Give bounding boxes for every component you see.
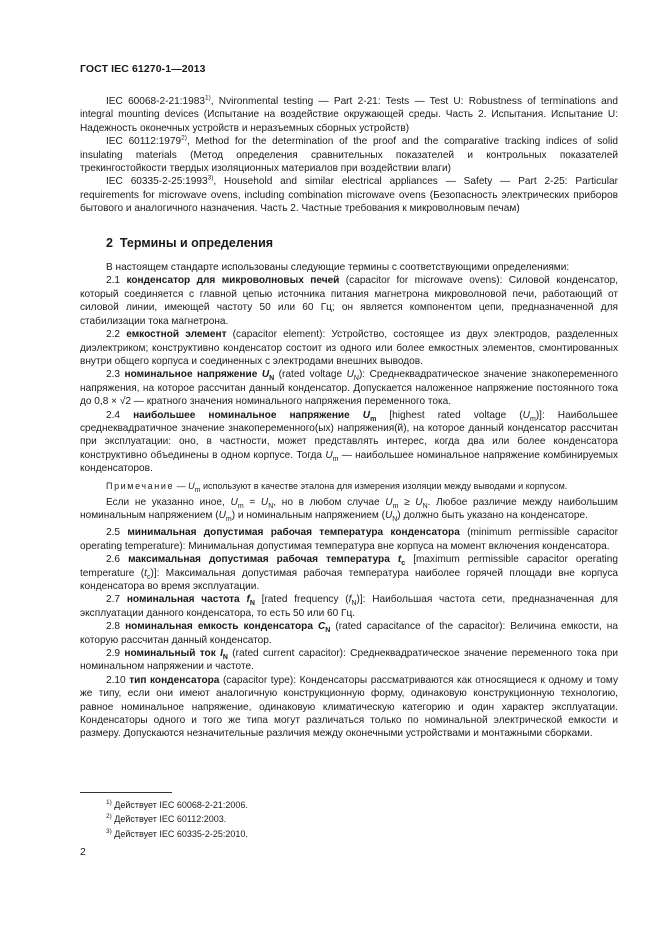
footnote-1: $^{1)}$ Действует IEC 60068-2-21:2006. xyxy=(106,799,248,810)
paragraph-after-note: Если не указанно иное, $U_m = U_N$, но в любом случае $U_m \ge U_N$. Любое различие между наибольшим номинальным напряжением $(U_m)$ и номинальным напряжением $(U_N)$ должно быть указано на конденсаторе. xyxy=(80,496,618,523)
note: Примечание — $U_m$ используют в качестве эталона для измерения изоляции между выводами и корпусом. xyxy=(106,480,568,494)
term-2-4: 2.4 наибольшее номинальное напряжение $U_m$ [highest rated voltage $(U_m)$]: Наибольшее среднеквадратичное значение знакопеременного(ых) напряжения(й), на которое данный конденсатор рассчитан при эксплуатации: оно, в частности, может представлять интерес, когда два или более конденсатора конструктивно объединены в одном корпусе. Тогда $U_m$ — наибольшее номинальное напряжение комбинируемых конденсаторов. xyxy=(80,409,618,475)
square-root-symbol: √2 xyxy=(119,396,131,408)
term-2-5: 2.5 минимальная допустимая рабочая температура конденсатора (minimum permissible capacitor operating temperature): Минимальная допустимая температура вне корпуса на момент включения конденсатора. xyxy=(80,527,618,552)
term-2-2: 2.2 емкостной элемент (capacitor element): Устройство, состоящее из двух электродов, разделенных диэлектриком; конструктивно конденсатор состоит из одного или более емкостных элементов, смонтированных внутри общего корпуса и соединенных с электродами внешних выводов. xyxy=(80,329,618,367)
footnote-3: $^{3)}$ Действует IEC 60335-2-25:2010. xyxy=(106,827,248,839)
footnote-2: $^{2)}$ Действует IEC 60112:2003. xyxy=(106,813,227,825)
term-2-9: 2.9 номинальный ток $I_N$ (rated current capacitor): Среднеквадратическое значение переменного тока при номинальном напряжении и частоте. xyxy=(80,648,619,673)
reference-iec-60112: IEC 60112:1979$^{2)}$, Method for the determination of the proof and the comparative tracking indices of solid insulating materials (Метод определения сравнительных показателей и контрольных показателей трекингостойкости твердых изоляционных материалов при воздействии влаги) xyxy=(80,134,618,175)
reference-iec-60068: IEC 60068-2-21:1983$^{1)}$, Nvironmental testing — Part 2-21: Tests — Test U: Robustness of terminations and integral mounting devices (Испытание на воздействие окружающей среды. Часть 2. Испытания. Испытание U: Надежность оконечных устройств и неразъемных сборных устройств) xyxy=(80,94,618,134)
section-intro: В настоящем стандарте использованы следующие термины с соответствующими определениями: xyxy=(106,262,570,274)
section-heading: 2 Термины и определения xyxy=(106,235,274,250)
page-body xyxy=(80,95,618,741)
term-2-1: 2.1 конденсатор для микроволновых печей (capacitor for microwave ovens): Силовой конденсатор, который соединяется с главной цепью источника питания магнетрона микроволновой печи, работающий от силовой линии, имеющей частоту 50 или 60 Гц; он является компонентом цепи, предназначенной для стабилизации тока магнетрона. xyxy=(80,275,618,327)
page-number: 2 xyxy=(80,846,86,858)
reference-iec-60335: IEC 60335-2-25:1993$^{3)}$, Household and similar electrical appliances — Safety — Part 2-25: Particular requirements for microwave ovens, including combination microwave ovens (Безопасность электрических приборов бытового и аналогичного назначения. Часть 2. Частные требования к микроволновым печам) xyxy=(80,175,618,215)
term-2-10: 2.10 тип конденсатора (capacitor type): Конденсаторы рассматриваются как относящиеся к одному и тому же типу, если они имеют аналогичную конструкционную форму, одинаковую конструкционную технологию, равное номинальное напряжение, одинаковую климатическую категорию и один характер эксплуатации. Конденсаторы одного и того же типа могут различаться только по номинальной электрической емкости и размеру. Допускаются незначительные различия между оконечными устройствами и монтажными сборками. xyxy=(80,674,618,740)
term-2-7: 2.7 номинальная частота $f_N$ [rated frequency $(f_N)$]: Наибольшая частота сети, предназначенная для эксплуатации данного конденсатора, то есть 50 или 60 Гц. xyxy=(80,594,619,619)
standard-header: ГОСТ IEC 61270-1—2013 xyxy=(80,63,206,75)
footnotes xyxy=(106,798,248,841)
term-2-8: 2.8 номинальная емкость конденсатора $C_N$ (rated capacitance of the capacitor): Величина емкости, на которую рассчитан данный конденсатор. xyxy=(80,621,618,646)
term-2-6: 2.6 максимальная допустимая рабочая температура $t_c$ [maximum permissible capacitor operating temperature $(t_c)$]: Максимальная допустимая рабочая температура наиболее горячей площади вне корпуса конденсатора во время эксплуатации. xyxy=(80,554,618,592)
term-2-3: 2.3 номинальное напряжение $U_N$ (rated voltage $U_N$): Среднеквадратическое значение знакопеременного напряжения, на которое рассчитан данный конденсатор. Допускается наложенное напряжение постоянного тока до 0,8 × √2 — кратного значения номинального напряжения переменного тока. xyxy=(80,369,618,408)
footnote-divider xyxy=(80,792,172,793)
